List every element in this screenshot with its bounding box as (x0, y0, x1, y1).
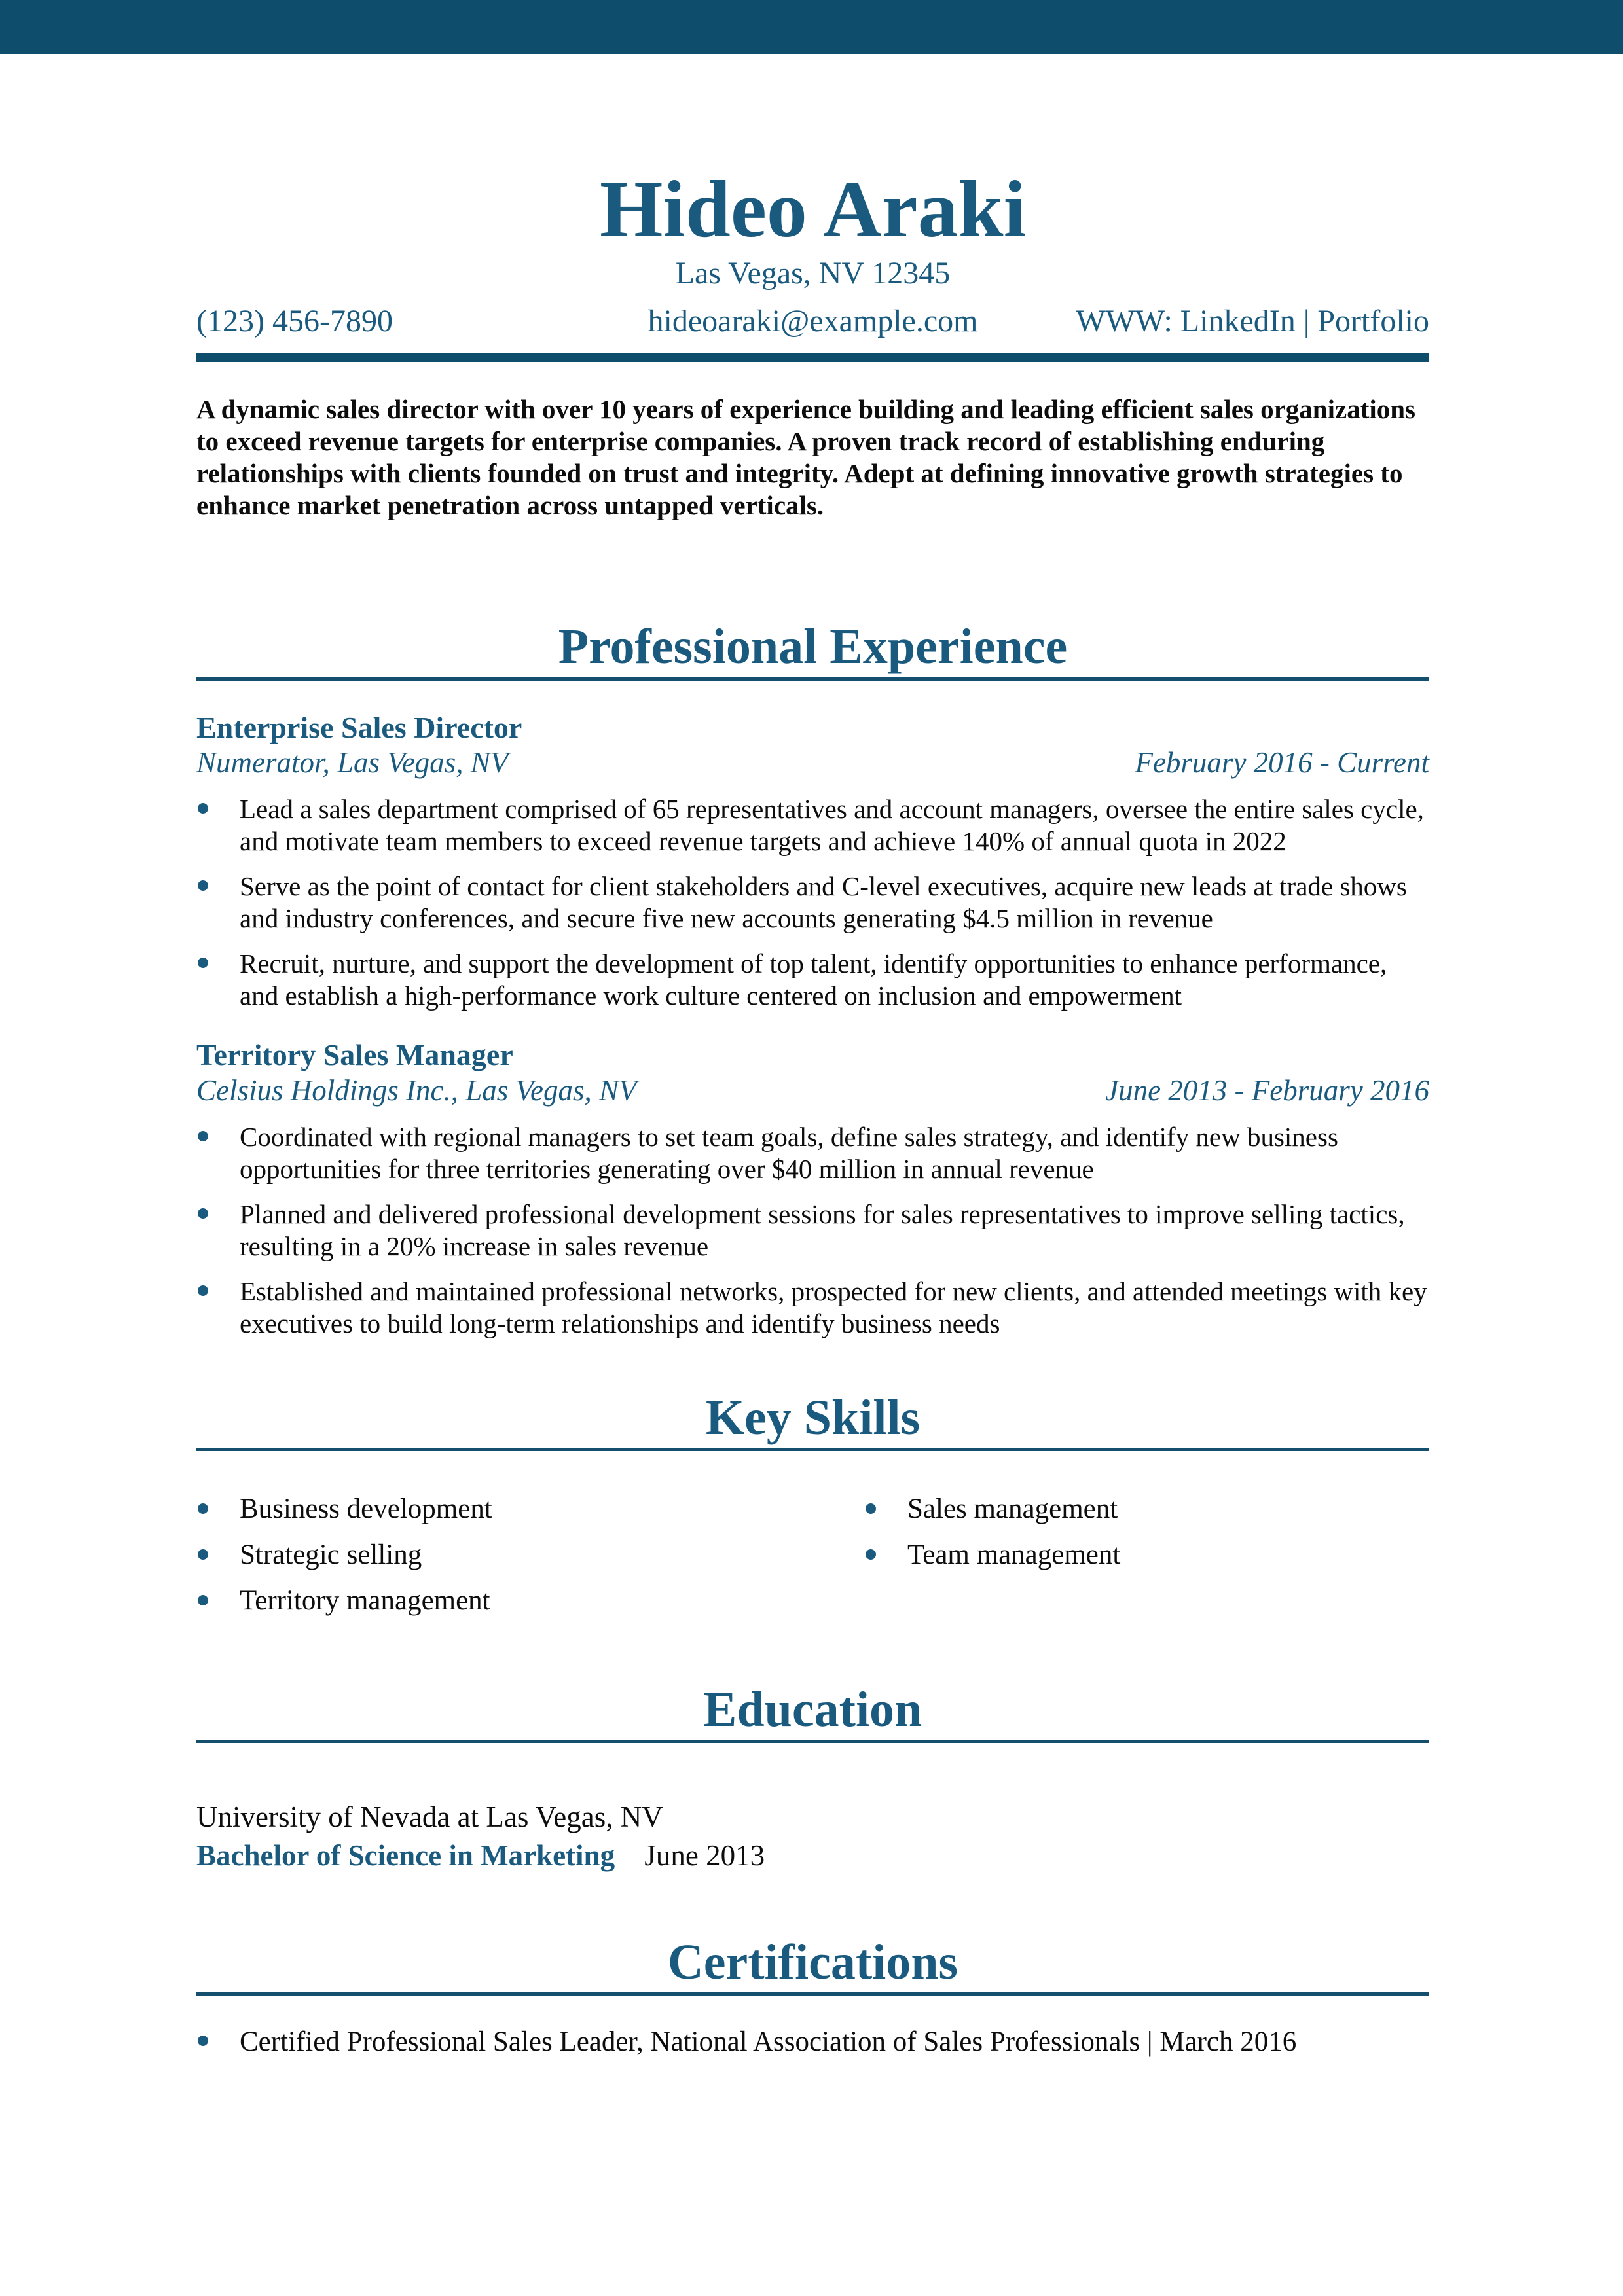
bullet-icon (198, 1208, 208, 1219)
bullet-icon (866, 1503, 876, 1514)
bullet-icon (198, 803, 208, 814)
bullet-icon (198, 880, 208, 891)
job-entry (196, 1038, 1429, 1340)
email-text: hideoaraki@example.com (647, 304, 978, 339)
skill-item (864, 1493, 1429, 1526)
section-education (196, 1680, 1429, 1875)
bullet-icon (198, 1503, 208, 1514)
contact-row (196, 303, 1429, 339)
bullet-icon (198, 958, 208, 968)
bullet-text: Serve as the point of contact for client stakeholders and C-level executives, acquire new leads at trade shows and industry conferences, and secure five new accounts generating $4.5 million in revenue (240, 871, 1407, 934)
company-name: Numerator, Las Vegas, NV (196, 746, 509, 780)
bullet-item (196, 1276, 1429, 1340)
skill-item (864, 1539, 1429, 1571)
education-degree-line (196, 1837, 1429, 1875)
education-entry (196, 1798, 1429, 1875)
section-title-experience: Professional Experience (558, 619, 1068, 675)
section-rule (196, 1992, 1429, 1996)
summary-paragraph: A dynamic sales director with over 10 years of experience building and leading efficient sales organizations to exceed revenue targets for enterprise companies. A proven track record of establishing enduring relationships with clients founded on trust and integrity. Adept at defining innovative growth strategies to enhance market penetration across untapped verticals. (196, 394, 1415, 521)
job-meta-row (196, 1074, 1429, 1108)
section-rule (196, 1740, 1429, 1743)
education-school: University of Nevada at Las Vegas, NV (196, 1801, 663, 1834)
section-rule (196, 677, 1429, 681)
bullet-icon (198, 1285, 208, 1296)
section-experience (196, 617, 1429, 1339)
bullet-text: Recruit, nurture, and support the development of top talent, identify opportunities to enhance performance, and establish a high-performance work culture centered on inclusion and empowerment (240, 948, 1387, 1011)
skill-item (196, 1585, 864, 1617)
bullet-icon (198, 2036, 208, 2046)
page-title-name: Hideo Araki (599, 164, 1027, 254)
bullet-text: Lead a sales department comprised of 65 representatives and account managers, oversee the entire sales cycle, and motivate team members to exceed revenue targets and achieve 140% of annual quota in 2022 (240, 794, 1424, 857)
bullet-icon (198, 1595, 208, 1605)
skill-item (196, 1539, 864, 1571)
section-title-education: Education (703, 1682, 922, 1738)
skill-item (196, 1493, 864, 1526)
job-meta-row (196, 746, 1429, 780)
location-text: Las Vegas, NV 12345 (675, 256, 951, 291)
section-certifications (196, 1933, 1429, 2058)
bullet-item (196, 948, 1429, 1012)
skills-grid (196, 1493, 1429, 1630)
section-key-skills (196, 1388, 1429, 1630)
job-dates: February 2016 - Current (1135, 746, 1429, 780)
certification-item (196, 2026, 1429, 2058)
links-text: WWW: LinkedIn | Portfolio (1076, 304, 1430, 339)
section-rule (196, 1448, 1429, 1451)
bullet-item (196, 1198, 1429, 1263)
skill-text: Territory management (240, 1585, 490, 1617)
job-dates: June 2013 - February 2016 (1105, 1074, 1429, 1107)
job-bullet-list (196, 1121, 1429, 1340)
education-date: June 2013 (644, 1839, 765, 1873)
job-title: Territory Sales Manager (196, 1038, 513, 1072)
skill-text: Business development (240, 1494, 492, 1525)
skill-text: Sales management (907, 1494, 1118, 1525)
education-degree: Bachelor of Science in Marketing (196, 1839, 615, 1873)
job-title: Enterprise Sales Director (196, 710, 522, 744)
bullet-text: Coordinated with regional managers to set team goals, define sales strategy, and identify new business opportunities for three territories generating over $40 million in annual revenue (240, 1121, 1338, 1184)
bullet-icon (198, 1131, 208, 1141)
bullet-icon (866, 1549, 876, 1560)
bullet-item (196, 870, 1429, 935)
bullet-item (196, 1121, 1429, 1185)
skill-text: Strategic selling (240, 1539, 422, 1571)
skill-text: Team management (907, 1539, 1121, 1571)
bullet-text: Established and maintained professional networks, prospected for new clients, and attended meetings with key executives to build long-term relationships and identify business needs (240, 1276, 1427, 1338)
certification-list (196, 2026, 1429, 2058)
resume-page (0, 164, 1623, 2058)
header-divider (196, 353, 1429, 362)
phone-text: (123) 456-7890 (196, 304, 393, 339)
section-title-certifications: Certifications (667, 1935, 958, 1990)
bullet-text: Planned and delivered professional development sessions for sales representatives to improve selling tactics, resulting in a 20% increase in sales revenue (240, 1198, 1405, 1261)
job-bullet-list (196, 793, 1429, 1012)
certification-text: Certified Professional Sales Leader, National Association of Sales Professionals | March 2016 (240, 2026, 1297, 2058)
job-entry (196, 711, 1429, 1013)
skills-column-left (196, 1493, 864, 1630)
section-title-key-skills: Key Skills (705, 1390, 921, 1445)
skills-column-right (864, 1493, 1429, 1630)
top-accent-bar (0, 0, 1623, 54)
company-name: Celsius Holdings Inc., Las Vegas, NV (196, 1074, 637, 1107)
bullet-item (196, 793, 1429, 857)
bullet-icon (198, 1549, 208, 1560)
